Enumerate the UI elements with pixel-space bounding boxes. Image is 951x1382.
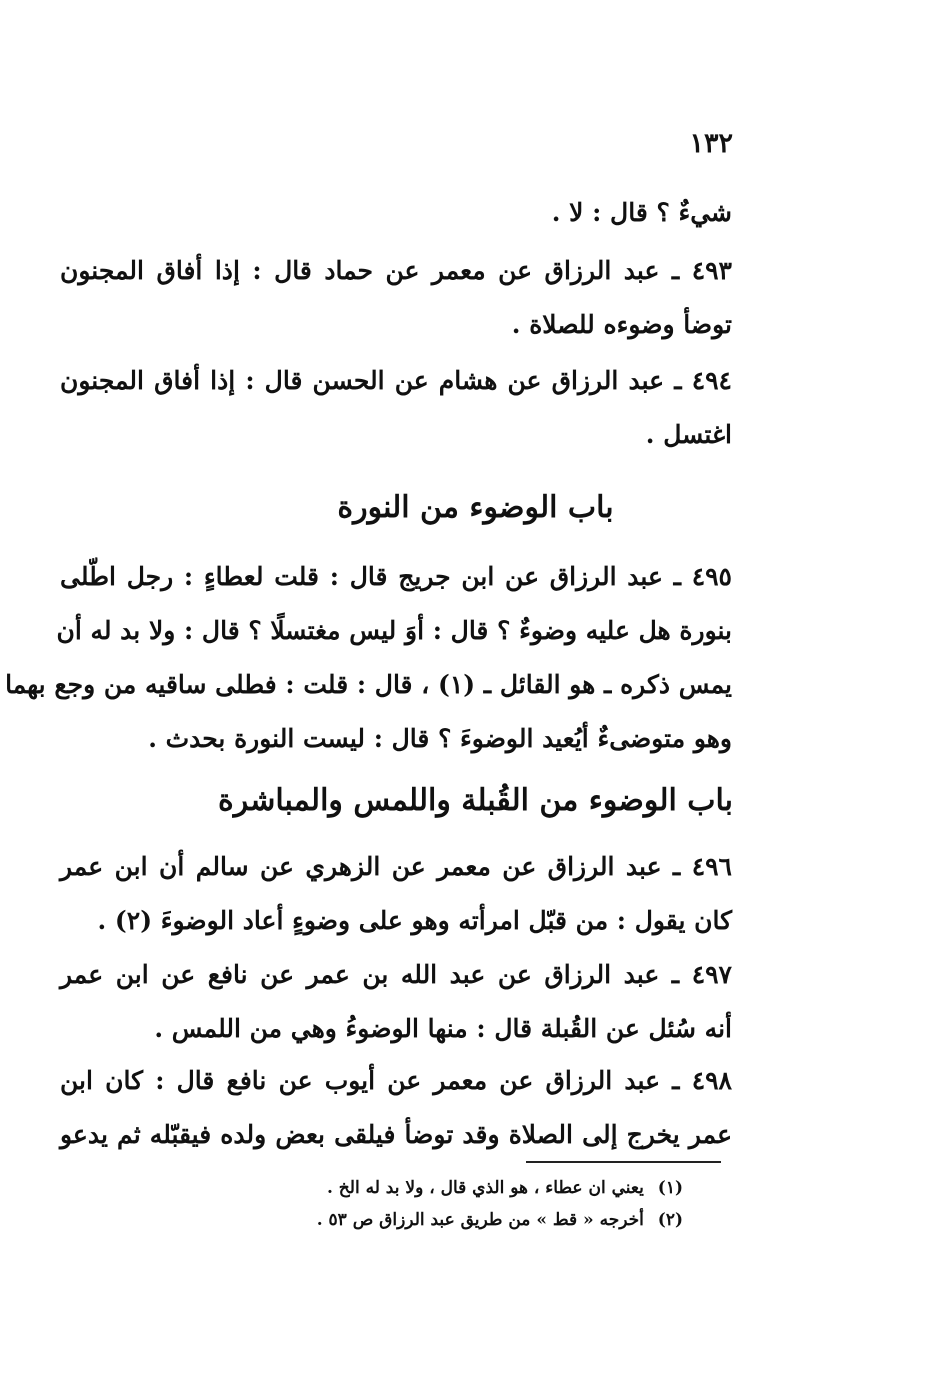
hadith-498 (60, 1066, 732, 1174)
footnote-1 (223, 1172, 683, 1204)
footnote-text: أخرجه « قط » من طريق عبد الرزاق ص ٥٣ . (316, 1210, 644, 1230)
text-line: ٤٩٦ ـ عبد الرزاق عن معمر عن الزهري عن سالم أن ابن عمر (60, 852, 732, 881)
hadith-495 (5, 562, 732, 778)
section-heading: باب الوضوء من النورة (337, 490, 614, 525)
footnote-number: (٢) (657, 1210, 683, 1230)
footnote-text: يعني ان عطاء ، هو الذي قال ، ولا بد له الخ . (326, 1178, 644, 1198)
text-line: ٤٩٥ ـ عبد الرزاق عن ابن جريج قال : قلت لعطاءٍ : رجل اطّلى (60, 562, 732, 591)
text-line: توضأ وضوءه للصلاة . (511, 310, 732, 339)
text-line: يمس ذكره ـ هو القائل ـ (١) ، قال : قلت : فطلى ساقيه من وجع بهما (5, 670, 732, 699)
section-heading: باب الوضوء من القُبلة واللمس والمباشرة (217, 783, 734, 818)
text-line: كان يقول : من قبّل امرأته وهو على وضوءٍ أعاد الوضوءَ (٢) . (97, 906, 732, 935)
hadith-497 (60, 960, 732, 1068)
text-line: ٤٩٨ ـ عبد الرزاق عن معمر عن أيوب عن نافع قال : كان ابن (60, 1066, 732, 1095)
text-line: ٤٩٣ ـ عبد الرزاق عن معمر عن حماد قال : إذا أفاق المجنون (60, 256, 732, 285)
text-line: اغتسل . (645, 420, 732, 449)
text-line: ٤٩٧ ـ عبد الرزاق عن عبد الله بن عمر عن نافع عن ابن عمر (60, 960, 732, 989)
paragraph-continuation (60, 198, 732, 252)
text-line: أنه سُئل عن القُبلة قال : منها الوضوءُ وهي من اللمس . (154, 1014, 732, 1043)
hadith-494 (60, 366, 732, 474)
text-line: بنورة هل عليه وضوءٌ ؟ قال : أوَ ليس مغتسلًا ؟ قال : ولا بد له أن (56, 616, 732, 645)
hadith-496 (60, 852, 732, 960)
text-line: عمر يخرج إلى الصلاة وقد توضأ فيلقى بعض ولده فيقبّله ثم يدعو (60, 1120, 732, 1149)
text-line: وهو متوضىءٌ أيُعيد الوضوءَ ؟ قال : ليست النورة بحدث . (148, 724, 732, 753)
page-number: ١٣٢ (689, 128, 733, 159)
footnote-divider (526, 1161, 721, 1163)
footnote-number: (١) (657, 1178, 683, 1198)
footnotes (223, 1172, 683, 1236)
text-line: شيءٌ ؟ قال : لا . (551, 198, 732, 227)
text-line: ٤٩٤ ـ عبد الرزاق عن هشام عن الحسن قال : إذا أفاق المجنون (60, 366, 732, 395)
hadith-493 (60, 256, 732, 364)
footnote-2 (223, 1204, 683, 1236)
